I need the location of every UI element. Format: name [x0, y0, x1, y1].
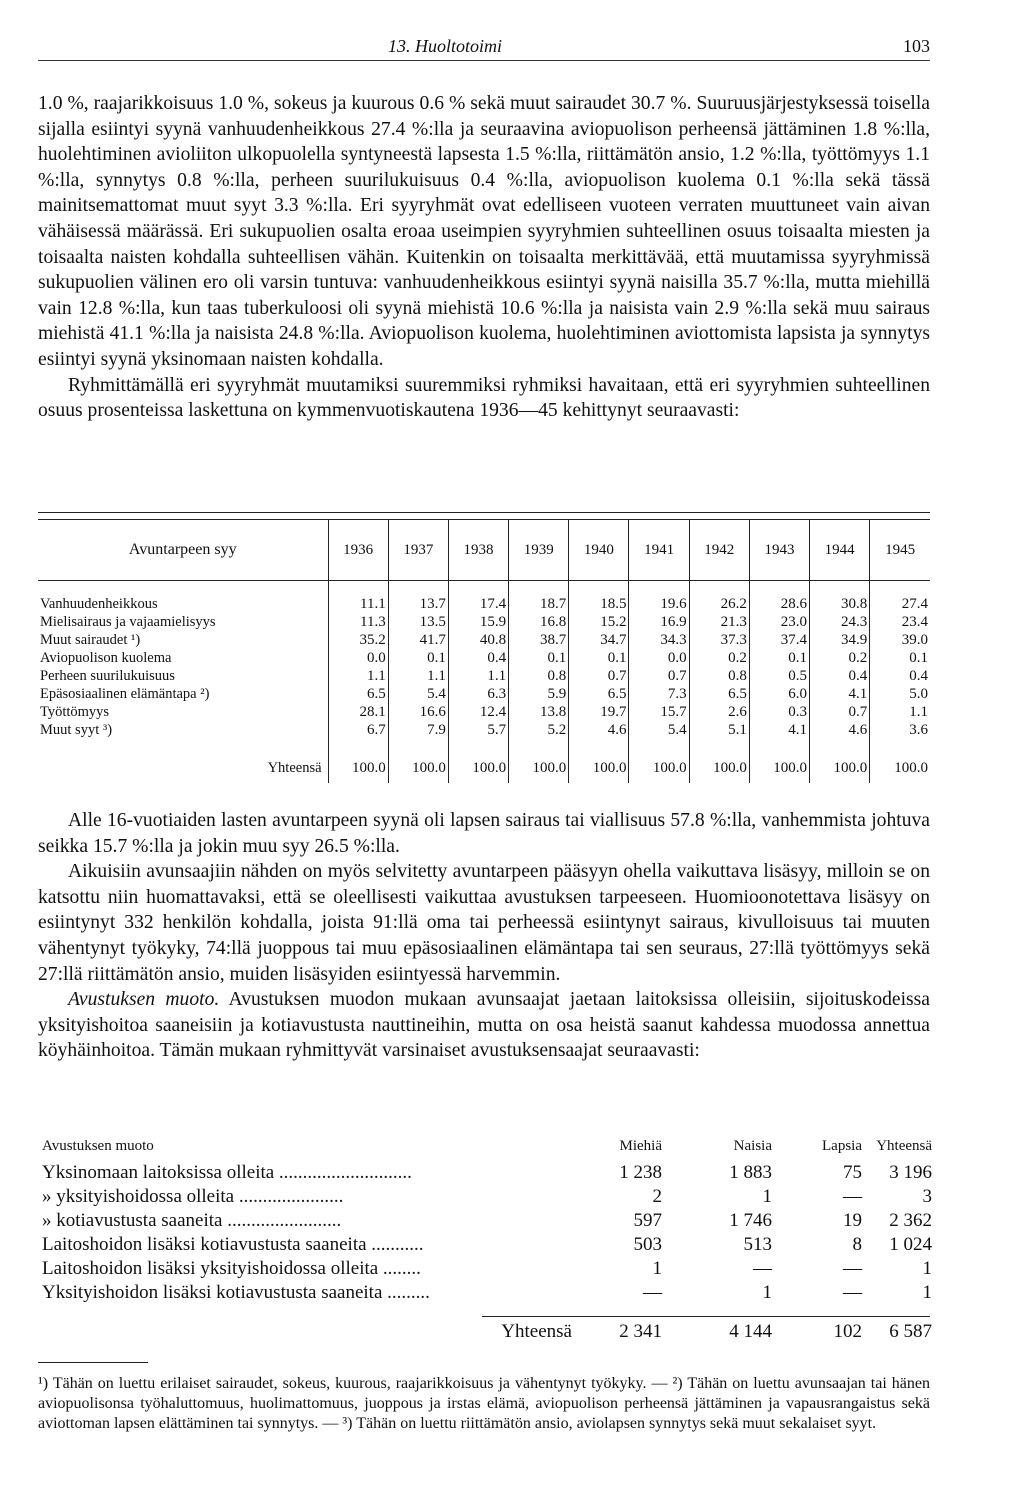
table-row [38, 721, 930, 739]
cell-value: 3.6 [870, 721, 930, 739]
header-aid-form: Avustuksen muoto [42, 1138, 154, 1154]
footnote-text: ¹) Tähän on luettu erilaiset sairaudet, sokeus, kuurous, raajarikkoisuus ja vähentynyt työkyky. — ²) Tähän on luettu avunsaajan tai hänen aviopuolisonsa työhaluttomuus, huolimattomuus, juoppous ja irstas elämä, aviopuolison perheensä jättäminen ja vapausrangaistus sekä aviottoman lapsen elättäminen tai synnytys. — ³) Tähän on luettu riittämätön ansio, aviolapsen synnytys sekä muut sekalaiset syyt. [38, 1375, 930, 1432]
aid-table-row [42, 1210, 930, 1234]
total-value: 100.0 [870, 753, 930, 783]
aid-total-value: 6 587 [889, 1321, 932, 1342]
aid-row-value: 503 [633, 1234, 662, 1255]
paragraph-children: Alle 16-vuotiaiden lasten avuntarpeen syynä oli lapsen sairaus tai viallisuus 57.8 %:lla, vanhemmista johtuva seikka 15.7 %:lla ja jokin muu syy 26.5 %:lla. [38, 810, 930, 857]
cell-value: 13.5 [388, 613, 448, 631]
document-page [38, 30, 932, 1432]
total-value: 100.0 [328, 753, 388, 783]
aid-total-row [42, 1321, 930, 1345]
cell-value: 34.7 [569, 631, 629, 649]
page-number: 103 [903, 36, 930, 56]
year-header: 1936 [328, 520, 388, 581]
cell-value: 1.1 [448, 667, 508, 685]
year-header: 1937 [388, 520, 448, 581]
row-label: Muut syyt ³) [40, 722, 113, 738]
cell-value: 15.7 [629, 703, 689, 721]
total-label: Yhteensä [267, 760, 322, 776]
aid-total-label: Yhteensä [501, 1321, 572, 1342]
cell-value: 40.8 [448, 631, 508, 649]
cell-value: 34.3 [629, 631, 689, 649]
aid-table-row [42, 1282, 930, 1306]
cell-value: 2.6 [689, 703, 749, 721]
table-row [38, 613, 930, 631]
aid-row-value: 513 [743, 1234, 772, 1255]
cell-value: 0.1 [509, 649, 569, 667]
cell-value: 5.4 [629, 721, 689, 739]
cell-value: 5.7 [448, 721, 508, 739]
cell-value: 0.1 [388, 649, 448, 667]
header-total: Yhteensä [876, 1138, 932, 1154]
cell-value: 34.9 [810, 631, 870, 649]
avustus-text: Avustuksen muodon mukaan avunsaajat jaetaan laitoksissa olleisiin, sijoituskodeissa yksityishoitoa saaneisiin ja kotiavustusta nauttineihin, mutta on osa heistä saanut kahdessa muodossa annettua köyhäinhoitoa. Tämän mukaan ryhmittyvät varsinaiset avustuksensaajat seuraavasti: [38, 989, 930, 1062]
total-value: 100.0 [689, 753, 749, 783]
cell-value: 18.7 [509, 595, 569, 613]
aid-row-value: — [753, 1258, 772, 1279]
cell-value: 7.9 [388, 721, 448, 739]
total-value: 100.0 [569, 753, 629, 783]
section-title: 13. Huoltotoimi [388, 36, 503, 56]
aid-row-value: 8 [852, 1234, 862, 1255]
aid-row-label: » kotiavustusta saaneita ........................ [42, 1210, 342, 1231]
aid-table-row [42, 1162, 930, 1186]
aid-row-value: 3 196 [889, 1162, 932, 1183]
cell-value: 28.1 [328, 703, 388, 721]
table-spacer [38, 739, 930, 753]
aid-row-value: 19 [843, 1210, 862, 1231]
aid-row-value: 1 [922, 1282, 932, 1303]
cell-value: 5.2 [509, 721, 569, 739]
cell-value: 0.1 [569, 649, 629, 667]
cell-value: 0.4 [810, 667, 870, 685]
aid-table-row [42, 1186, 930, 1210]
cell-value: 16.8 [509, 613, 569, 631]
cell-value: 38.7 [509, 631, 569, 649]
aid-row-value: 2 362 [889, 1210, 932, 1231]
year-header: 1940 [569, 520, 629, 581]
cell-value: 0.0 [629, 649, 689, 667]
aid-row-label: Laitoshoidon lisäksi kotiavustusta saaneita ........... [42, 1234, 424, 1255]
year-header: 1939 [509, 520, 569, 581]
cell-value: 0.7 [569, 667, 629, 685]
cell-value: 35.2 [328, 631, 388, 649]
cell-value: 18.5 [569, 595, 629, 613]
running-header [38, 30, 930, 61]
table-spacer [38, 581, 930, 596]
cell-value: 41.7 [388, 631, 448, 649]
cell-value: 11.3 [328, 613, 388, 631]
row-label: Muut sairaudet ¹) [40, 632, 141, 648]
header-men: Miehiä [619, 1138, 662, 1154]
year-header: 1941 [629, 520, 689, 581]
table-top-rule [38, 512, 930, 520]
aid-row-value: — [643, 1282, 662, 1303]
cell-value: 4.6 [569, 721, 629, 739]
cell-value: 39.0 [870, 631, 930, 649]
row-label: Mielisairaus ja vajaamielisyys [40, 614, 216, 630]
aid-form-table [42, 1138, 930, 1345]
aid-row-value: 1 024 [889, 1234, 932, 1255]
footnote-rule [38, 1362, 148, 1363]
paragraph-adults: Aikuisiin avunsaajiin nähden on myös selvitetty avuntarpeen pääsyyn ohella vaikuttava lisäsyy, milloin se on katsottu niin huomattavaksi, että se oleellisesti vaikuttaa avustuksen tarpeeseen. Huomioonotettava lisäsyy on esiintynyt 332 henkilön kohdalla, joista 91:llä oma tai perheessä esiintynyt sairaus, kivulloisuus tai muuten vähentynyt työkyky, 74:llä juoppous tai muu epäsosiaalinen elämäntapa tai sen seuraus, 27:llä työttömyys sekä 27:llä riittämätön ansio, muiden lisäsyiden esiintyessä harvemmin. [38, 861, 930, 985]
header-children: Lapsia [822, 1138, 862, 1154]
cell-value: 0.3 [749, 703, 809, 721]
cell-value: 19.6 [629, 595, 689, 613]
aid-total-value: 4 144 [729, 1321, 772, 1342]
table-header-cause: Avuntarpeen syy [38, 520, 328, 581]
footnotes [38, 1374, 930, 1434]
cell-value: 0.7 [810, 703, 870, 721]
cell-value: 0.8 [509, 667, 569, 685]
cell-value: 0.4 [448, 649, 508, 667]
aid-row-value: — [843, 1186, 862, 1207]
cell-value: 23.4 [870, 613, 930, 631]
cell-value: 37.4 [749, 631, 809, 649]
total-value: 100.0 [388, 753, 448, 783]
text-block-middle [38, 808, 930, 1064]
aid-total-value: 102 [833, 1321, 862, 1342]
total-value: 100.0 [509, 753, 569, 783]
cell-value: 6.5 [689, 685, 749, 703]
total-value: 100.0 [810, 753, 870, 783]
cell-value: 24.3 [810, 613, 870, 631]
cell-value: 5.9 [509, 685, 569, 703]
cell-value: 15.2 [569, 613, 629, 631]
aid-row-value: 1 [762, 1282, 772, 1303]
paragraph-grouping: Ryhmittämällä eri syyryhmät muutamiksi suuremmiksi ryhmiksi havaitaan, että eri syyryhmien suhteellinen osuus prosenteissa laskettuna on kymmenvuotiskautena 1936—45 kehittynyt seuraavasti: [38, 374, 930, 422]
aid-row-value: — [843, 1282, 862, 1303]
cell-value: 6.5 [328, 685, 388, 703]
table-row [38, 595, 930, 613]
row-label: Perheen suurilukuisuus [40, 668, 175, 684]
cell-value: 1.1 [870, 703, 930, 721]
year-header: 1943 [749, 520, 809, 581]
aid-table-row [42, 1234, 930, 1258]
cell-value: 6.5 [569, 685, 629, 703]
aid-row-value: 1 238 [619, 1162, 662, 1183]
cell-value: 0.4 [870, 667, 930, 685]
aid-row-value: 3 [922, 1186, 932, 1207]
total-value: 100.0 [749, 753, 809, 783]
cell-value: 12.4 [448, 703, 508, 721]
year-header: 1944 [810, 520, 870, 581]
aid-row-value: 1 [762, 1186, 772, 1207]
row-label: Aviopuolison kuolema [40, 650, 172, 666]
row-label: Työttömyys [40, 704, 110, 720]
cell-value: 7.3 [629, 685, 689, 703]
cell-value: 27.4 [870, 595, 930, 613]
cell-value: 19.7 [569, 703, 629, 721]
cell-value: 13.8 [509, 703, 569, 721]
cell-value: 6.0 [749, 685, 809, 703]
aid-row-value: 75 [843, 1162, 862, 1183]
cell-value: 13.7 [388, 595, 448, 613]
cell-value: 5.1 [689, 721, 749, 739]
total-value: 100.0 [448, 753, 508, 783]
table-row [38, 685, 930, 703]
aid-row-label: Laitoshoidon lisäksi yksityishoidossa olleita ........ [42, 1258, 421, 1279]
cell-value: 0.7 [629, 667, 689, 685]
aid-table-header [42, 1138, 930, 1162]
year-header: 1942 [689, 520, 749, 581]
cell-value: 0.1 [870, 649, 930, 667]
aid-row-value: 1 746 [729, 1210, 772, 1231]
year-header: 1938 [448, 520, 508, 581]
cell-value: 37.3 [689, 631, 749, 649]
cell-value: 0.2 [689, 649, 749, 667]
cell-value: 4.1 [749, 721, 809, 739]
cell-value: 15.9 [448, 613, 508, 631]
cell-value: 0.0 [328, 649, 388, 667]
cell-value: 26.2 [689, 595, 749, 613]
aid-row-value: 1 [652, 1258, 662, 1279]
cell-value: 11.1 [328, 595, 388, 613]
cell-value: 16.6 [388, 703, 448, 721]
cell-value: 30.8 [810, 595, 870, 613]
aid-row-label: Yksityishoidon lisäksi kotiavustusta saaneita ......... [42, 1282, 430, 1303]
cell-value: 6.3 [448, 685, 508, 703]
cell-value: 16.9 [629, 613, 689, 631]
cell-value: 28.6 [749, 595, 809, 613]
aid-row-value: — [843, 1258, 862, 1279]
table-row [38, 631, 930, 649]
aid-row-value: 597 [633, 1210, 662, 1231]
cell-value: 0.1 [749, 649, 809, 667]
cell-value: 4.1 [810, 685, 870, 703]
total-row [38, 753, 930, 783]
paragraph-causes: 1.0 %, raajarikkoisuus 1.0 %, sokeus ja kuurous 0.6 % sekä muut sairaudet 30.7 %. Suuruusjärjestyksessä toisella sijalla esiintyi syynä vanhuudenheikkous 27.4 %:lla ja seuraavina aviopuolison perheensä jättäminen 1.8 %:lla, huolehtiminen avioliiton ulkopuolella syntyneestä lapsesta 1.5 %:lla, riittämätön ansio, 1.2 %:lla, työttömyys 1.1 %:lla, synnytys 0.8 %:lla, perheen suurilukuisuus 0.4 %:lla, aviopuolison kuolema 0.1 %:lla sekä tässä mainitsemattomat muut syyt 3.3 %:lla. Eri syyryhmät ovat edelliseen vuoteen verraten muuttuneet vain aivan vähäisessä määrässä. Eri sukupuolien osalta eroaa useimpien syyryhmien suhteellinen osuus toisaalta miesten ja toisaalta naisten kohdalla suhteellisen vähän. Kuitenkin on toisaalta merkittävää, että muutamissa syyryhmissä sukupuolien välinen ero oli varsin tuntuva: vanhuudenheikkous esiintyi syynä naisilla 35.7 %:lla, mutta miehillä vain 12.8 %:lla, kun taas tuberkuloosi oli syynä miehistä 10.6 %:lla ja naisista vain 2.9 %:lla sekä muu sairaus miehistä 41.1 %:lla ja naisista 24.8 %:lla. Aviopuolison kuolema, huolehtiminen aviottomista lapsista ja synnytys esiintyi syynä yksinomaan naisten kohdalla. [38, 93, 930, 370]
aid-row-value: 1 883 [729, 1162, 772, 1183]
table-row [38, 703, 930, 721]
aid-total-value: 2 341 [619, 1321, 662, 1342]
total-value: 100.0 [629, 753, 689, 783]
paragraph-avustus [38, 987, 930, 1064]
avustus-lead: Avustuksen muoto. [68, 989, 220, 1011]
cell-value: 1.1 [388, 667, 448, 685]
aid-row-label: » yksityishoidossa olleita ...................... [42, 1186, 344, 1207]
aid-row-value: 1 [922, 1258, 932, 1279]
header-women: Naisia [733, 1138, 772, 1154]
cell-value: 1.1 [328, 667, 388, 685]
cell-value: 5.4 [388, 685, 448, 703]
cell-value: 0.2 [810, 649, 870, 667]
cell-value: 5.0 [870, 685, 930, 703]
row-label: Vanhuudenheikkous [40, 596, 158, 612]
table-row [38, 649, 930, 667]
cell-value: 0.5 [749, 667, 809, 685]
year-header: 1945 [870, 520, 930, 581]
cell-value: 17.4 [448, 595, 508, 613]
aid-table-row [42, 1258, 930, 1282]
cell-value: 6.7 [328, 721, 388, 739]
cell-value: 4.6 [810, 721, 870, 739]
aid-row-value: 2 [652, 1186, 662, 1207]
aid-row-label: Yksinomaan laitoksissa olleita ............................ [42, 1162, 412, 1183]
table-row [38, 667, 930, 685]
causes-table [38, 512, 930, 783]
sum-rule [482, 1316, 930, 1317]
cell-value: 21.3 [689, 613, 749, 631]
row-label: Epäsosiaalinen elämäntapa ²) [40, 686, 210, 702]
cell-value: 0.8 [689, 667, 749, 685]
cell-value: 23.0 [749, 613, 809, 631]
